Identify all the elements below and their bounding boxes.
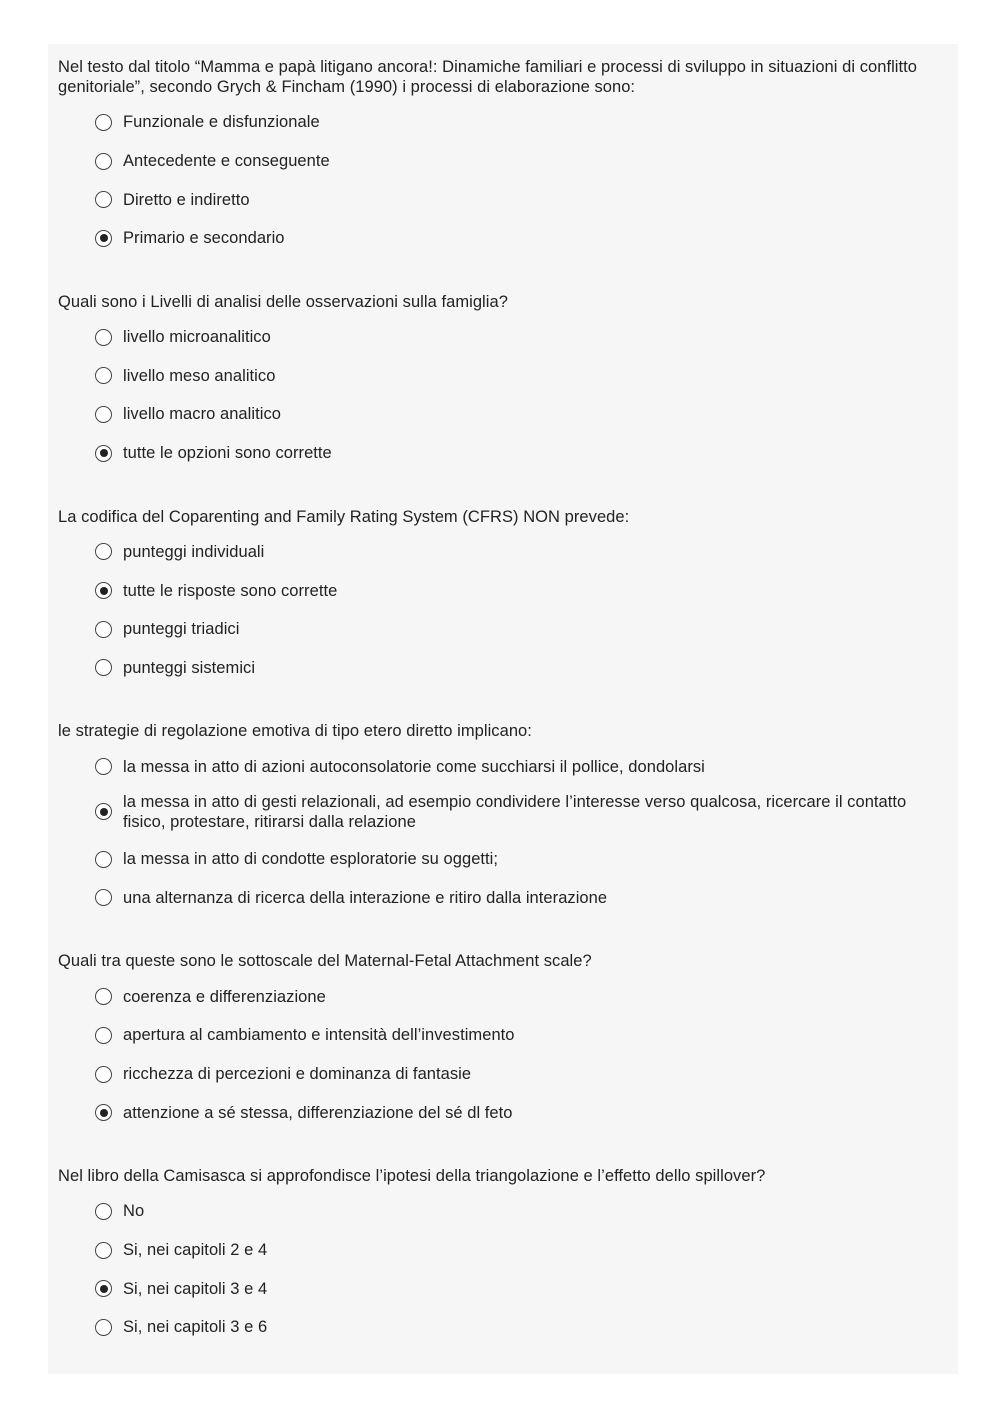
option-label: una alternanza di ricerca della interazione e ritiro dalla interazione: [123, 888, 608, 907]
answer-option[interactable]: [95, 610, 948, 649]
option-label: No: [123, 1202, 145, 1221]
option-label: Si, nei capitoli 3 e 4: [123, 1279, 268, 1298]
option-label: Primario e secondario: [123, 229, 285, 248]
radio-button-selected[interactable]: [95, 1280, 112, 1297]
option-label: tutte le opzioni sono corrette: [123, 444, 332, 463]
answer-option[interactable]: [95, 977, 948, 1016]
radio-button[interactable]: [95, 889, 112, 906]
question-text: Nel libro della Camisasca si approfondisce l’ipotesi della triangolazione e l’effetto dello spillover?: [58, 1167, 766, 1186]
option-label: la messa in atto di condotte esploratorie su oggetti;: [123, 850, 499, 869]
option-label: punteggi individuali: [123, 542, 265, 561]
answer-option[interactable]: [95, 356, 948, 395]
answer-option[interactable]: [95, 1231, 948, 1270]
question-text: Quali tra queste sono le sottoscale del Maternal-Fetal Attachment scale?: [58, 952, 592, 971]
option-label: Funzionale e disfunzionale: [123, 113, 320, 132]
answer-option[interactable]: [95, 1016, 948, 1055]
option-label: Si, nei capitoli 2 e 4: [123, 1241, 268, 1260]
option-label: la messa in atto di azioni autoconsolatorie come succhiarsi il pollice, dondolarsi: [123, 757, 705, 776]
option-label: livello meso analitico: [123, 366, 276, 385]
option-label: ricchezza di percezioni e dominanza di fantasie: [123, 1065, 472, 1084]
radio-button-selected[interactable]: [95, 1104, 112, 1121]
answer-option[interactable]: [95, 879, 948, 918]
radio-button[interactable]: [95, 367, 112, 384]
question-text: La codifica del Coparenting and Family Rating System (CFRS) NON prevede:: [58, 507, 630, 526]
option-label: punteggi sistemici: [123, 658, 256, 677]
option-label: coerenza e differenziazione: [123, 987, 326, 1006]
radio-button[interactable]: [95, 851, 112, 868]
radio-button[interactable]: [95, 1242, 112, 1259]
option-label: la messa in atto di gesti relazionali, ad esempio condividere l’interesse verso qualcosa, ricercare il contatto fisico, protestare, ritirarsi dalla relazione: [123, 792, 907, 831]
radio-button[interactable]: [95, 329, 112, 346]
radio-button[interactable]: [95, 659, 112, 676]
radio-button[interactable]: [95, 153, 112, 170]
answer-option[interactable]: [95, 533, 948, 572]
answer-option[interactable]: [95, 318, 948, 357]
radio-button[interactable]: [95, 758, 112, 775]
option-label: tutte le risposte sono corrette: [123, 581, 338, 600]
radio-button[interactable]: [95, 621, 112, 638]
option-label: Si, nei capitoli 3 e 6: [123, 1318, 268, 1337]
answer-option[interactable]: [95, 788, 948, 836]
question-6: [58, 1166, 948, 1347]
answer-option[interactable]: [95, 434, 948, 473]
radio-button[interactable]: [95, 114, 112, 131]
option-label: Antecedente e conseguente: [123, 152, 330, 171]
radio-button[interactable]: [95, 543, 112, 560]
question-5: [58, 951, 948, 1132]
answer-option[interactable]: [95, 840, 948, 879]
answer-option[interactable]: [95, 1269, 948, 1308]
radio-button-selected[interactable]: [95, 803, 112, 820]
radio-button[interactable]: [95, 1203, 112, 1220]
radio-button[interactable]: [95, 988, 112, 1005]
question-4: [58, 721, 948, 917]
question-3: [58, 507, 948, 688]
quiz-content: [58, 57, 948, 1381]
answer-option[interactable]: [95, 180, 948, 219]
radio-button[interactable]: [95, 1319, 112, 1336]
radio-button-selected[interactable]: [95, 445, 112, 462]
option-label: livello microanalitico: [123, 328, 271, 347]
radio-button-selected[interactable]: [95, 582, 112, 599]
answer-option[interactable]: [95, 1093, 948, 1132]
answer-option[interactable]: [95, 103, 948, 142]
question-text: Nel testo dal titolo “Mamma e papà litigano ancora!: Dinamiche familiari e processi di sviluppo in situazioni di conflitto genitoriale”, secondo Grych & Fincham (1990) i processi di elaborazione sono:: [58, 58, 918, 96]
radio-button[interactable]: [95, 406, 112, 423]
answer-option[interactable]: [95, 571, 948, 610]
answer-option[interactable]: [95, 1055, 948, 1094]
radio-button-selected[interactable]: [95, 230, 112, 247]
answer-option[interactable]: [95, 1308, 948, 1347]
option-label: livello macro analitico: [123, 405, 281, 424]
option-label: Diretto e indiretto: [123, 190, 250, 209]
radio-button[interactable]: [95, 1027, 112, 1044]
answer-option[interactable]: [95, 747, 948, 786]
answer-option[interactable]: [95, 219, 948, 258]
radio-button[interactable]: [95, 191, 112, 208]
option-label: apertura al cambiamento e intensità dell’investimento: [123, 1026, 515, 1045]
radio-button[interactable]: [95, 1066, 112, 1083]
question-1: [58, 57, 948, 258]
option-label: punteggi triadici: [123, 620, 240, 639]
answer-option[interactable]: [95, 395, 948, 434]
option-label: attenzione a sé stessa, differenziazione del sé dl feto: [123, 1103, 513, 1122]
answer-option[interactable]: [95, 1192, 948, 1231]
answer-option[interactable]: [95, 142, 948, 181]
question-text: le strategie di regolazione emotiva di tipo etero diretto implicano:: [58, 722, 532, 741]
answer-option[interactable]: [95, 649, 948, 688]
question-text: Quali sono i Livelli di analisi delle osservazioni sulla famiglia?: [58, 292, 508, 311]
question-2: [58, 292, 948, 473]
